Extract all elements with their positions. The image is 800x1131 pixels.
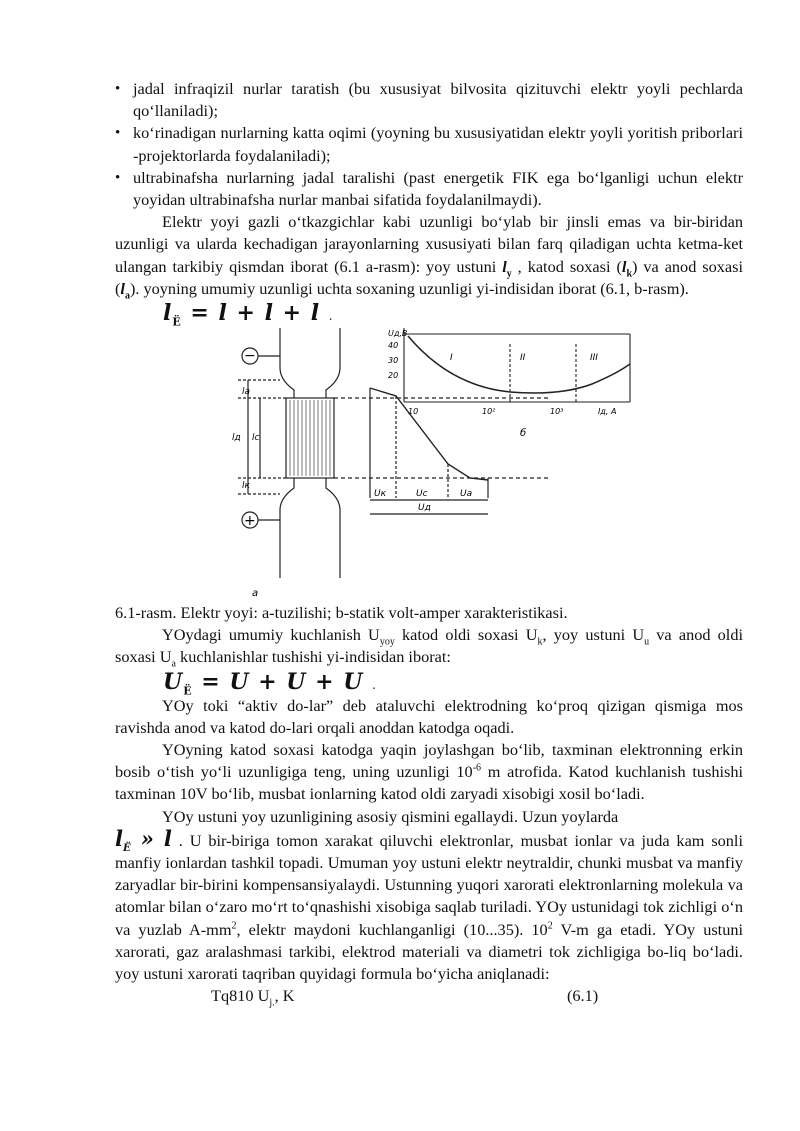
subfig-b-label: б <box>520 428 527 440</box>
equation-number: (6.1) <box>567 986 599 1006</box>
len-label: lк <box>242 481 250 492</box>
u-label: Uд <box>418 503 431 514</box>
paragraph-voltage: YOydagi umumiy kuchlanish $U_{yoy}$ katod oldi soxasi $U_k$, yoy ustuni $U_u$ va anod oldi soxasi $U_a$ kuchlanishlar tushishi yi-indisidan iborat: <box>115 625 743 670</box>
graph-region: II <box>520 353 526 364</box>
subfig-a-label: a <box>252 588 259 599</box>
graph-xtick: 10² <box>482 407 496 417</box>
page-content <box>115 78 743 1007</box>
graph-region: I <box>450 353 453 364</box>
plus-label: + <box>244 513 256 530</box>
formula-voltage-sum: $U_Ë = U + U + U$ . <box>163 668 377 698</box>
figure-caption: 6.1-rasm. Elektr yoyi: a-tuzilishi; b-statik volt-amper xarakteristikasi. <box>115 603 568 623</box>
paragraph-current: YOy toki “aktiv do-lar” deb ataluvchi elektrodning ko‘proq qizigan qismiga mos ravishda anod va katod do-lari orqali anoddan katodga oqadi. <box>115 695 743 737</box>
formula-length-sum: $l_Ë = l + l + l$ . <box>163 300 334 329</box>
graph-ylabel: Uд,В <box>388 329 408 339</box>
u-label: Uа <box>460 489 473 500</box>
len-label: lд <box>232 433 241 444</box>
len-label: lс <box>252 433 260 444</box>
bullet-item: • ko‘rinadigan nurlarning katta oqimi (yoyning bu xususiyatidan elektr yoyli yoritish priborlari -projektorlarda foydalaniladi); <box>115 122 743 166</box>
graph-ytick: 20 <box>388 371 399 381</box>
bullet-item: • ultrabinafsha nurlarning jadal taralishi (past energetik FIK ega bo‘lganligi uchun elektr yoyidan ultrabinafsha nurlar manbai sifatida foydalanilmaydi). <box>115 167 743 211</box>
graph-ytick: 40 <box>388 341 399 351</box>
u-label: Uк <box>374 489 387 500</box>
equation-6-1: Tq810 $U_{j.}$, K (6.1) <box>211 986 599 1009</box>
graph-region: III <box>590 353 598 364</box>
graph-xtick: 10³ <box>550 407 564 417</box>
graph-xtick: 10 <box>408 407 419 417</box>
figure-6-1 <box>115 328 743 600</box>
minus-label: − <box>244 348 256 365</box>
inline-formula: $l_Ë$ » l <box>115 825 172 855</box>
len-label: lа <box>242 387 251 398</box>
bullet-list <box>115 78 743 211</box>
graph-ytick: 30 <box>388 356 399 366</box>
arc-diagram <box>220 328 640 598</box>
paragraph-column: YOy ustuni yoy uzunligining asosiy qismini egallaydi. Uzun yoylarda $l_Ë$ » l . U bir-biriga tomon xarakat qiluvchi elektronlar, musbat ionlar va juda kam sonli manfiy ionlardan tashkil topadi. Umuman yoy ustuni elektr neytraldir, chunki musbat va manfiy zaryadlar bir-birini kompensansiyalaydi. Ustunning yuqori xarorati elektronlarning molekula va atomlar bilan o‘zaro mo‘rt to‘qnashishi xisobiga saqlab turiladi. YOy ustunidagi tok zichligi o‘n va yuzlab $A-mm^2$, elektr maydoni kuchlanganligi (10...35). $10^2$ V-m ga etadi. YOy ustuni xarorati, gaz aralashmasi tarkibi, elektrod materiali va diametri tok zichligiga bo-liq bo‘ladi. yoy ustuni xarorati taqriban quyidagi formula bo‘yicha aniqlanadi: <box>115 806 744 984</box>
paragraph-cathode: YOyning katod soxasi katodga yaqin joylashgan bo‘lib, taxminan elektronning erkin bosib o‘tish yo‘li uzunligiga teng, uning uzunligi $10^{-6}$ m atrofida. Katod kuchlanish tushishi taxminan 10V bo‘lib, musbat ionlarning katod oldi zaryadi xisobigi xosil bo‘ladi. <box>115 740 743 804</box>
u-label: Uс <box>416 489 428 500</box>
paragraph-arc-structure: Elektr yoyi gazli o‘tkazgichlar kabi uzunligi bo‘ylab bir jinsli emas va bir-biridan uzunligi va ularda kechadigan jarayonlarning xususiyati bilan farq qiladigan uchta ketma-ket ulangan tarkibiy qismdan iborat (6.1 a-rasm): yoy ustuni $l_y$ , katod soxasi $(l_k)$ va anod soxasi $(l_a)$. yoyning umumiy uzunligi uchta soxaning uzunligi yi-indisidan iborat (6.1, b-rasm). <box>115 212 743 302</box>
bullet-item: • jadal infraqizil nurlar taratish (bu xususiyat bilvosita qizituvchi elektr yoyli pechlarda qo‘llaniladi); <box>115 78 743 122</box>
graph-xlabel: Iд, А <box>598 407 617 417</box>
